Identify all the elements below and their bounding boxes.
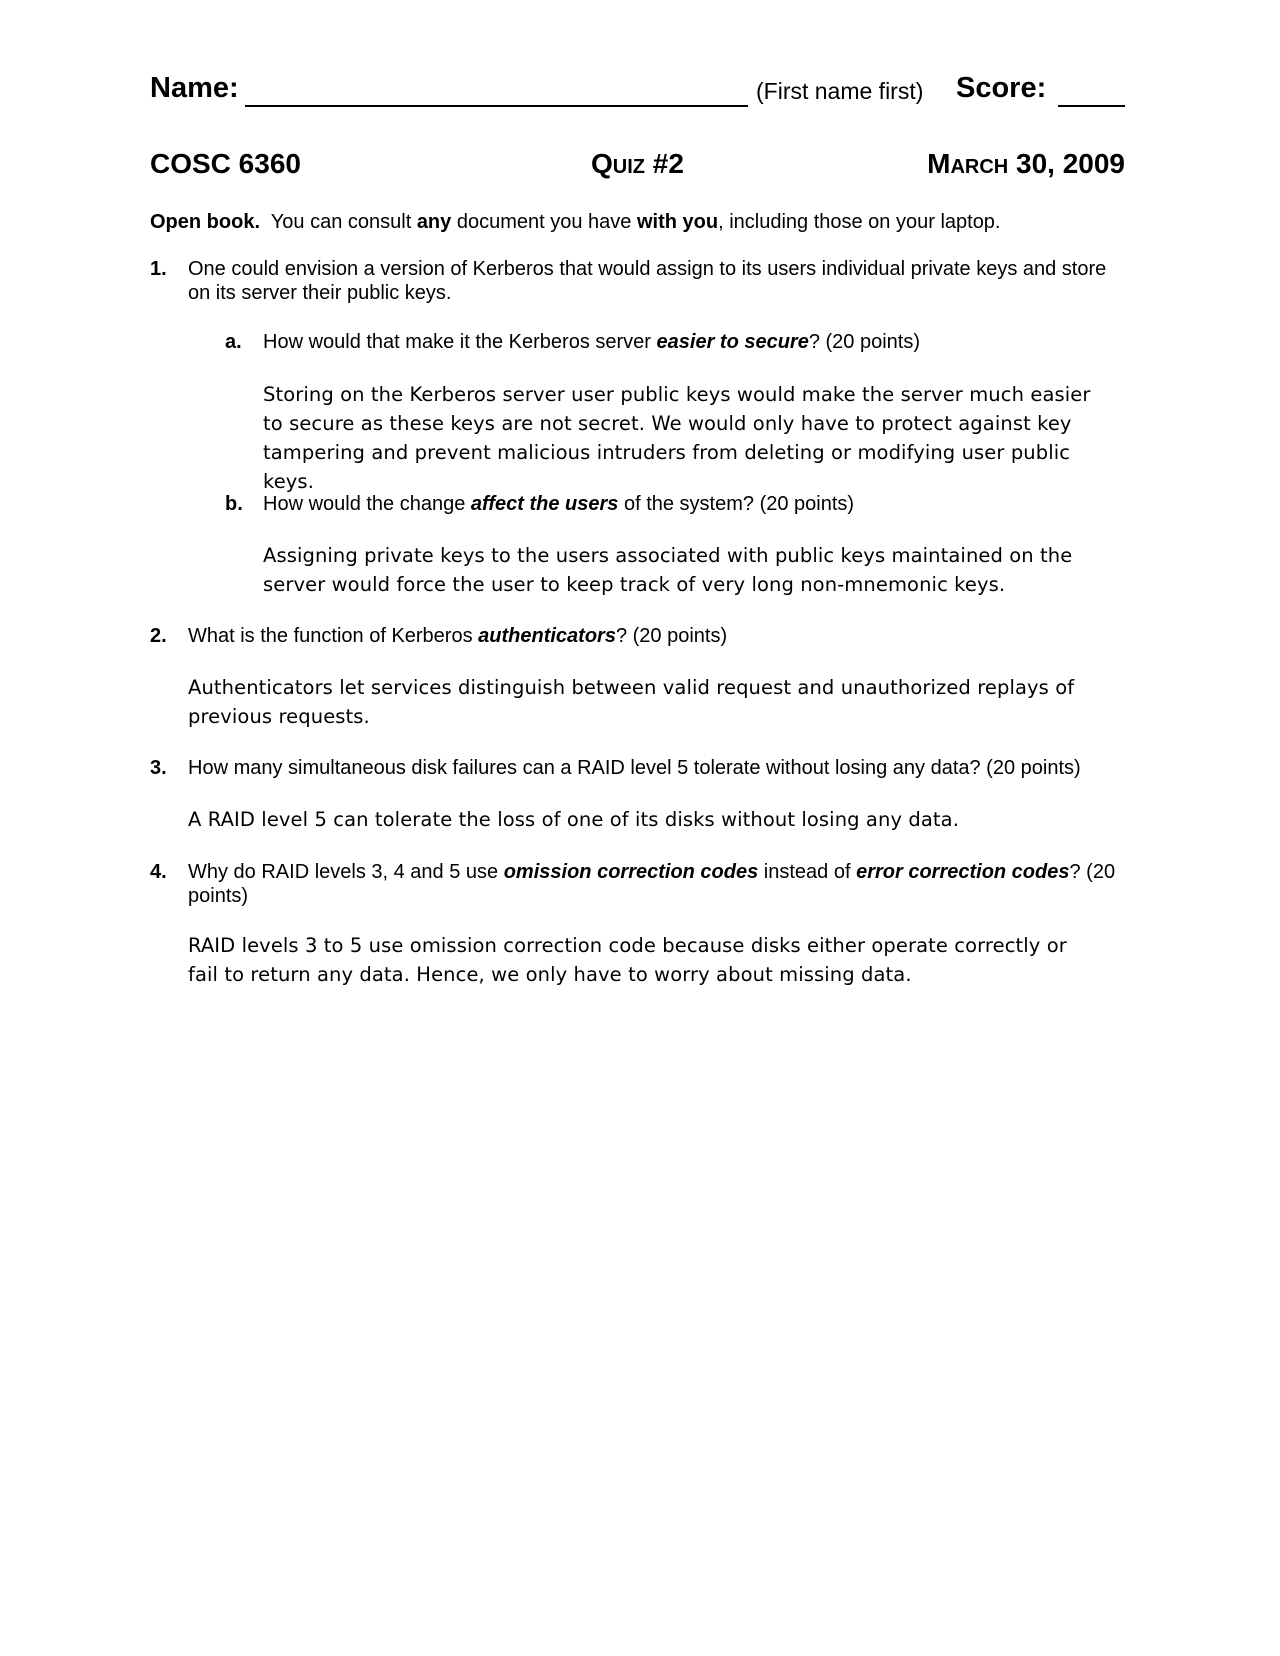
question-4-emphasis-1: omission correction codes (503, 861, 759, 883)
question-1b-text (263, 492, 1123, 516)
quiz-date: March 30, 2009 (927, 148, 1125, 179)
question-1b-text-after: of the system? (20 points) (618, 493, 855, 515)
answer-1b: Assigning private keys to the users associated with public keys maintained on the server would force the user to keep track of very long non-mnemonic keys. (263, 544, 1073, 596)
question-1b-emphasis: affect the users (470, 493, 619, 515)
question-2-text-before: What is the function of Kerberos (188, 625, 479, 647)
first-name-note: (First name first) (756, 78, 924, 104)
question-2-emphasis: authenticators (478, 625, 616, 647)
quiz-title: Quiz #2 (591, 148, 684, 179)
question-1b-text-before: How would the change (263, 493, 471, 515)
question-2-text (188, 624, 1123, 648)
name-score-row (150, 68, 1125, 108)
question-1-text: One could envision a version of Kerberos that would assign to its users individual private keys and store on its server their public keys. (188, 258, 1107, 304)
instructions-any: any (416, 211, 452, 233)
question-3-text: How many simultaneous disk failures can a RAID level 5 tolerate without losing any data? (20 points) (188, 757, 1081, 779)
instructions-with-you: with you (636, 211, 719, 233)
answer-4: RAID levels 3 to 5 use omission correction code because disks either operate correctly or fail to return any data. Hence, we only have to worry about missing data. (188, 934, 1067, 986)
question-2-text-after: ? (20 points) (615, 625, 728, 647)
instructions-text-2: document you have (451, 211, 637, 233)
course-header (150, 148, 1125, 188)
instructions-text-1: You can consult (270, 211, 417, 233)
question-4-number: 4. (150, 861, 167, 883)
answer-2: Authenticators let services distinguish between valid request and unauthorized replays of previous requests. (188, 676, 1075, 728)
open-book-label: Open book. (150, 211, 260, 233)
instructions (150, 210, 1001, 234)
question-1a-text (263, 330, 1123, 354)
question-4-text-middle: instead of (758, 861, 857, 883)
question-1b-letter: b. (225, 493, 243, 515)
question-4-text-after: ? (20 points) (188, 861, 1116, 907)
score-blank-line (1058, 105, 1125, 107)
question-1a-text-after: ? (20 points) (808, 331, 921, 353)
question-4-emphasis-2: error correction codes (856, 861, 1070, 883)
instructions-text-3: , including those on your laptop. (718, 211, 1001, 233)
answer-1a: Storing on the Kerberos server user public keys would make the server much easier to secure as these keys are not secret. We would only have to protect against key tampering and prevent malicious intruders from deleting or modifying user public keys. (263, 383, 1091, 493)
question-1a-emphasis: easier to secure (656, 331, 809, 353)
question-1-number: 1. (150, 258, 167, 280)
question-2-number: 2. (150, 625, 167, 647)
question-4-text-before: Why do RAID levels 3, 4 and 5 use (188, 861, 504, 883)
question-1a-text-before: How would that make it the Kerberos server (263, 331, 657, 353)
score-label: Score: (956, 72, 1047, 104)
answer-3: A RAID level 5 can tolerate the loss of one of its disks without losing any data. (188, 808, 959, 831)
name-label: Name: (150, 72, 239, 104)
course-code: COSC 6360 (150, 148, 301, 179)
name-blank-line (245, 105, 748, 107)
question-4-text (188, 860, 1128, 908)
question-3-number: 3. (150, 757, 167, 779)
question-1a-letter: a. (225, 331, 242, 353)
